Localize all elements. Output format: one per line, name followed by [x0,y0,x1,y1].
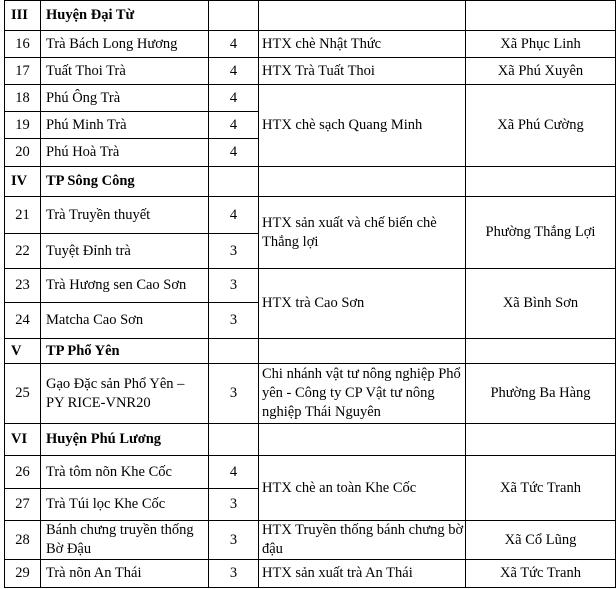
row-number: 16 [5,31,41,58]
table-row [5,456,616,489]
table-row [5,269,616,303]
empty-cell [259,424,466,456]
star-rating: 4 [209,112,259,139]
location: Xã Bình Sơn [466,269,616,339]
table-row [5,58,616,85]
organization: HTX chè Nhật Thức [259,31,466,58]
section-number: IV [5,167,41,197]
section-title: Huyện Phú Lương [41,424,209,456]
row-number: 25 [5,364,41,424]
row-number: 27 [5,489,41,521]
star-rating: 3 [209,489,259,521]
product-name: Phú Ông Trà [41,85,209,112]
star-rating: 4 [209,139,259,167]
empty-cell [209,424,259,456]
product-name: Trà Truyền thuyết [41,197,209,234]
empty-cell [466,339,616,364]
table-row [5,85,616,112]
row-number: 17 [5,58,41,85]
product-name: Gạo Đặc sản Phổ Yên – PY RICE-VNR20 [41,364,209,424]
star-rating: 4 [209,197,259,234]
empty-cell [259,167,466,197]
empty-cell [259,339,466,364]
row-number: 18 [5,85,41,112]
star-rating: 3 [209,303,259,339]
location: Xã Tức Tranh [466,456,616,521]
product-name: Tuyệt Đỉnh trà [41,234,209,269]
section-number: III [5,1,41,31]
star-rating: 3 [209,269,259,303]
section-row [5,339,616,364]
star-rating: 4 [209,31,259,58]
empty-cell [209,339,259,364]
location: Phường Ba Hàng [466,364,616,424]
section-row [5,1,616,31]
product-table [4,0,616,588]
empty-cell [259,1,466,31]
organization: HTX Truyền thống bánh chưng bờ đậu [259,521,466,560]
table-row [5,560,616,588]
organization: HTX sản xuất và chế biến chè Thắng lợi [259,197,466,269]
location: Xã Phục Linh [466,31,616,58]
row-number: 29 [5,560,41,588]
organization: HTX sản xuất trà An Thái [259,560,466,588]
star-rating: 4 [209,58,259,85]
empty-cell [466,167,616,197]
organization: HTX Trà Tuất Thoi [259,58,466,85]
table-row [5,521,616,560]
star-rating: 4 [209,456,259,489]
row-number: 20 [5,139,41,167]
star-rating: 3 [209,234,259,269]
row-number: 22 [5,234,41,269]
star-rating: 3 [209,521,259,560]
section-number: V [5,339,41,364]
table-row [5,364,616,424]
star-rating: 3 [209,560,259,588]
star-rating: 3 [209,364,259,424]
organization: HTX chè sạch Quang Minh [259,85,466,167]
row-number: 28 [5,521,41,560]
row-number: 23 [5,269,41,303]
product-name: Tuất Thoi Trà [41,58,209,85]
row-number: 19 [5,112,41,139]
empty-cell [466,424,616,456]
row-number: 24 [5,303,41,339]
location: Xã Phú Cường [466,85,616,167]
empty-cell [466,1,616,31]
section-title: TP Phổ Yên [41,339,209,364]
organization: HTX chè an toàn Khe Cốc [259,456,466,521]
product-name: Phú Hoà Trà [41,139,209,167]
table-row [5,31,616,58]
table-row [5,197,616,234]
row-number: 26 [5,456,41,489]
product-name: Trà Bách Long Hương [41,31,209,58]
section-row [5,167,616,197]
product-name: Trà Hương sen Cao Sơn [41,269,209,303]
location: Xã Phú Xuyên [466,58,616,85]
section-title: Huyện Đại Từ [41,1,209,31]
product-name: Trà tôm nõn Khe Cốc [41,456,209,489]
organization: Chi nhánh vật tư nông nghiệp Phổ yên - Công ty CP Vật tư nông nghiệp Thái Nguyên [259,364,466,424]
section-row [5,424,616,456]
section-number: VI [5,424,41,456]
product-name: Trà nõn An Thái [41,560,209,588]
organization: HTX trà Cao Sơn [259,269,466,339]
product-name: Phú Minh Trà [41,112,209,139]
product-name: Matcha Cao Sơn [41,303,209,339]
section-title: TP Sông Công [41,167,209,197]
location: Xã Cổ Lũng [466,521,616,560]
row-number: 21 [5,197,41,234]
product-name: Trà Túi lọc Khe Cốc [41,489,209,521]
empty-cell [209,167,259,197]
star-rating: 4 [209,85,259,112]
location: Xã Tức Tranh [466,560,616,588]
product-name: Bánh chưng truyền thống Bờ Đậu [41,521,209,560]
empty-cell [209,1,259,31]
location: Phường Thắng Lợi [466,197,616,269]
